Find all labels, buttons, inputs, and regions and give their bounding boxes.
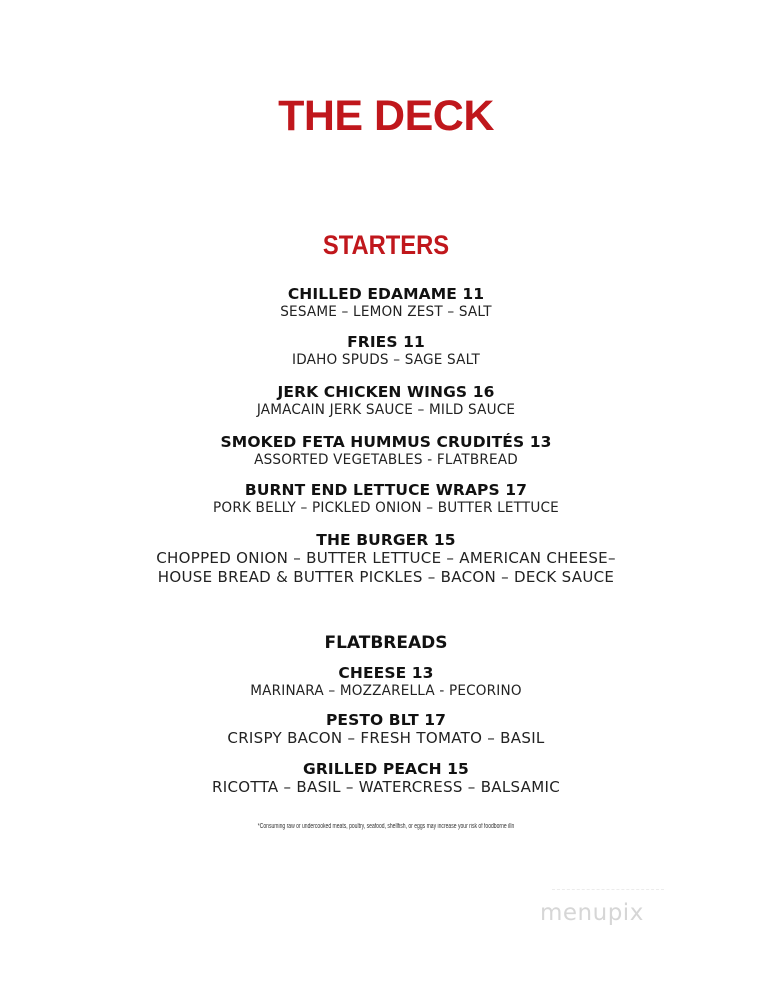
- menu-item: [0, 433, 772, 469]
- starters-heading: STARTERS: [322, 230, 450, 260]
- food-safety-disclaimer: *Consuming raw or undercooked meats, poultry, seafood, shellfish, or eggs may increase your risk of foodborne illn: [257, 823, 515, 830]
- menu-item: [0, 531, 772, 586]
- watermark-divider: [552, 889, 664, 891]
- item-name: CHEESE 13: [338, 664, 434, 682]
- menu-item: [0, 664, 772, 700]
- item-description-line-2: HOUSE BREAD & BUTTER PICKLES – BACON – DECK SAUCE: [157, 567, 615, 586]
- menu-item: [0, 285, 772, 321]
- item-name: PESTO BLT 17: [325, 711, 447, 729]
- item-description: RICOTTA – BASIL – WATERCRESS – BALSAMIC: [211, 778, 561, 796]
- flatbreads-heading: FLATBREADS: [324, 633, 448, 653]
- item-name: JERK CHICKEN WINGS 16: [277, 383, 495, 401]
- item-description: CRISPY BACON – FRESH TOMATO – BASIL: [227, 729, 545, 747]
- item-description: JAMACAIN JERK SAUCE – MILD SAUCE: [256, 402, 516, 418]
- item-description: PORK BELLY – PICKLED ONION – BUTTER LETTUCE: [213, 500, 559, 516]
- item-name: THE BURGER 15: [316, 531, 456, 549]
- item-description: IDAHO SPUDS – SAGE SALT: [292, 352, 480, 368]
- item-description: ASSORTED VEGETABLES - FLATBREAD: [254, 452, 518, 468]
- item-name: BURNT END LETTUCE WRAPS 17: [244, 481, 528, 499]
- item-name: SMOKED FETA HUMMUS CRUDITÉS 13: [220, 433, 552, 451]
- menu-item: [0, 383, 772, 419]
- item-name: CHILLED EDAMAME 11: [287, 285, 485, 303]
- menu-item: [0, 711, 772, 748]
- menupix-watermark: menupix: [540, 900, 644, 926]
- item-name: GRILLED PEACH 15: [303, 760, 469, 778]
- item-description: CHOPPED ONION – BUTTER LETTUCE – AMERICAN CHEESE–: [156, 549, 616, 567]
- item-description: SESAME – LEMON ZEST – SALT: [280, 304, 492, 320]
- item-description: MARINARA – MOZZARELLA - PECORINO: [250, 683, 522, 699]
- restaurant-title: THE DECK: [278, 92, 494, 140]
- menu-item: [0, 333, 772, 369]
- menu-item: [0, 481, 772, 517]
- item-name: FRIES 11: [347, 333, 425, 351]
- menu-item: [0, 760, 772, 797]
